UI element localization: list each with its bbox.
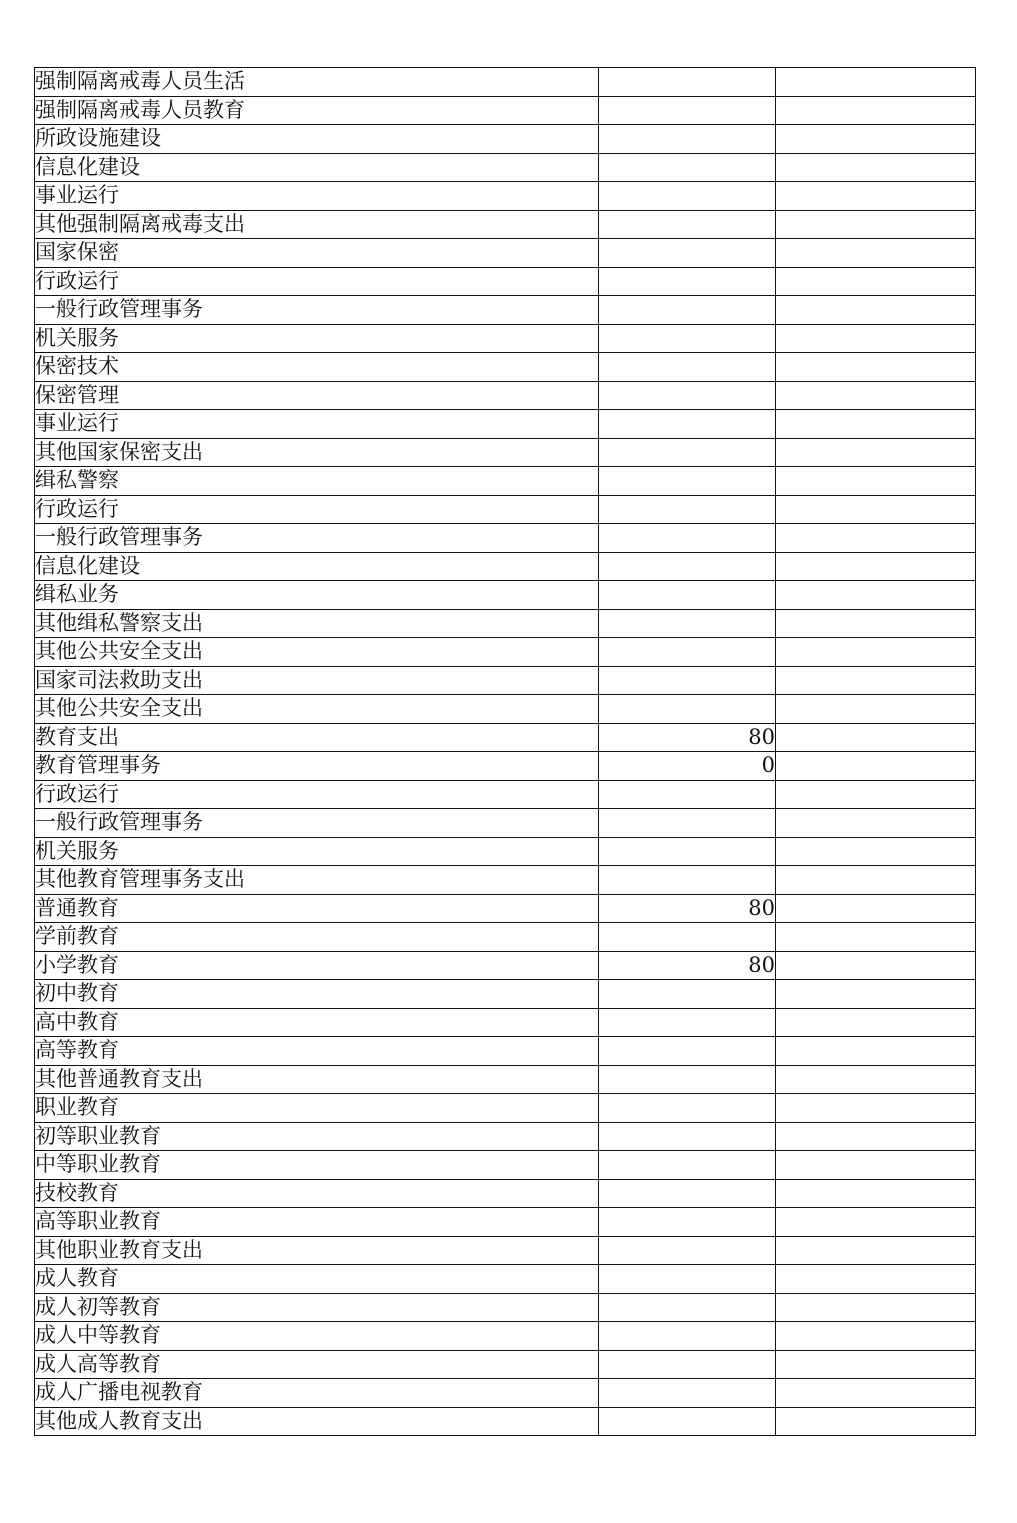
table-row [35, 866, 976, 895]
amount-cell [599, 1208, 776, 1237]
blank-cell [776, 1037, 976, 1066]
table-row [35, 638, 976, 667]
amount-cell [599, 1407, 776, 1436]
amount-cell [599, 980, 776, 1009]
blank-cell [776, 1379, 976, 1408]
table-row [35, 381, 976, 410]
table-row [35, 1037, 976, 1066]
amount-cell [599, 866, 776, 895]
table-row [35, 210, 976, 239]
table-row [35, 837, 976, 866]
item-name-cell: 其他普通教育支出 [35, 1065, 599, 1094]
table-row [35, 894, 976, 923]
amount-cell [599, 324, 776, 353]
blank-cell [776, 438, 976, 467]
item-name-cell: 中等职业教育 [35, 1151, 599, 1180]
item-name-cell: 缉私业务 [35, 581, 599, 610]
item-name-cell: 成人广播电视教育 [35, 1379, 599, 1408]
blank-cell [776, 296, 976, 325]
amount-cell: 0 [599, 752, 776, 781]
amount-cell [599, 125, 776, 154]
blank-cell [776, 695, 976, 724]
table-row [35, 1293, 976, 1322]
item-name-cell: 小学教育 [35, 951, 599, 980]
item-name-cell: 强制隔离戒毒人员生活 [35, 68, 599, 97]
blank-cell [776, 467, 976, 496]
blank-cell [776, 666, 976, 695]
blank-cell [776, 125, 976, 154]
item-name-cell: 一般行政管理事务 [35, 809, 599, 838]
table-row [35, 1179, 976, 1208]
item-name-cell: 机关服务 [35, 837, 599, 866]
table-row [35, 96, 976, 125]
blank-cell [776, 410, 976, 439]
amount-cell [599, 638, 776, 667]
amount-cell [599, 1065, 776, 1094]
amount-cell [599, 1379, 776, 1408]
blank-cell [776, 809, 976, 838]
amount-cell: 80 [599, 951, 776, 980]
table-row [35, 923, 976, 952]
blank-cell [776, 1094, 976, 1123]
table-row [35, 980, 976, 1009]
item-name-cell: 成人高等教育 [35, 1350, 599, 1379]
table-row [35, 780, 976, 809]
item-name-cell: 其他公共安全支出 [35, 695, 599, 724]
amount-cell [599, 1037, 776, 1066]
blank-cell [776, 96, 976, 125]
blank-cell [776, 1236, 976, 1265]
table-row [35, 153, 976, 182]
amount-cell [599, 1122, 776, 1151]
item-name-cell: 行政运行 [35, 495, 599, 524]
item-name-cell: 保密技术 [35, 353, 599, 382]
table-row [35, 524, 976, 553]
item-name-cell: 教育支出 [35, 723, 599, 752]
table-row [35, 1236, 976, 1265]
item-name-cell: 信息化建设 [35, 552, 599, 581]
blank-cell [776, 239, 976, 268]
amount-cell [599, 467, 776, 496]
blank-cell [776, 1407, 976, 1436]
table-row [35, 182, 976, 211]
amount-cell [599, 666, 776, 695]
item-name-cell: 其他公共安全支出 [35, 638, 599, 667]
table-row [35, 951, 976, 980]
amount-cell [599, 923, 776, 952]
blank-cell [776, 1151, 976, 1180]
item-name-cell: 其他职业教育支出 [35, 1236, 599, 1265]
amount-cell [599, 609, 776, 638]
amount-cell [599, 410, 776, 439]
blank-cell [776, 153, 976, 182]
blank-cell [776, 324, 976, 353]
item-name-cell: 强制隔离戒毒人员教育 [35, 96, 599, 125]
item-name-cell: 高中教育 [35, 1008, 599, 1037]
blank-cell [776, 752, 976, 781]
item-name-cell: 成人初等教育 [35, 1293, 599, 1322]
table-row [35, 695, 976, 724]
item-name-cell: 缉私警察 [35, 467, 599, 496]
amount-cell [599, 1350, 776, 1379]
table-row [35, 609, 976, 638]
blank-cell [776, 638, 976, 667]
item-name-cell: 其他教育管理事务支出 [35, 866, 599, 895]
item-name-cell: 信息化建设 [35, 153, 599, 182]
blank-cell [776, 1179, 976, 1208]
item-name-cell: 国家保密 [35, 239, 599, 268]
amount-cell [599, 524, 776, 553]
amount-cell [599, 695, 776, 724]
amount-cell [599, 780, 776, 809]
blank-cell [776, 980, 976, 1009]
blank-cell [776, 1008, 976, 1037]
table-row [35, 125, 976, 154]
item-name-cell: 其他成人教育支出 [35, 1407, 599, 1436]
blank-cell [776, 495, 976, 524]
table-row [35, 68, 976, 97]
item-name-cell: 成人中等教育 [35, 1322, 599, 1351]
amount-cell [599, 1265, 776, 1294]
blank-cell [776, 609, 976, 638]
amount-cell [599, 239, 776, 268]
table-row [35, 723, 976, 752]
table-row [35, 467, 976, 496]
amount-cell [599, 1236, 776, 1265]
item-name-cell: 初等职业教育 [35, 1122, 599, 1151]
item-name-cell: 职业教育 [35, 1094, 599, 1123]
table-row [35, 552, 976, 581]
blank-cell [776, 1293, 976, 1322]
blank-cell [776, 780, 976, 809]
amount-cell [599, 1008, 776, 1037]
amount-cell: 80 [599, 723, 776, 752]
table-row [35, 495, 976, 524]
item-name-cell: 初中教育 [35, 980, 599, 1009]
item-name-cell: 所政设施建设 [35, 125, 599, 154]
amount-cell [599, 96, 776, 125]
table-row [35, 1265, 976, 1294]
item-name-cell: 其他缉私警察支出 [35, 609, 599, 638]
blank-cell [776, 267, 976, 296]
table-row [35, 1379, 976, 1408]
blank-cell [776, 837, 976, 866]
amount-cell [599, 1151, 776, 1180]
blank-cell [776, 353, 976, 382]
blank-cell [776, 894, 976, 923]
amount-cell [599, 1179, 776, 1208]
table-row [35, 1122, 976, 1151]
table-row [35, 666, 976, 695]
item-name-cell: 保密管理 [35, 381, 599, 410]
amount-cell [599, 153, 776, 182]
amount-cell [599, 267, 776, 296]
table-row [35, 296, 976, 325]
item-name-cell: 成人教育 [35, 1265, 599, 1294]
blank-cell [776, 1208, 976, 1237]
table-row [35, 267, 976, 296]
blank-cell [776, 923, 976, 952]
amount-cell [599, 1322, 776, 1351]
blank-cell [776, 381, 976, 410]
budget-table [34, 67, 976, 1436]
item-name-cell: 教育管理事务 [35, 752, 599, 781]
amount-cell [599, 210, 776, 239]
table-row [35, 1350, 976, 1379]
table-row [35, 809, 976, 838]
amount-cell [599, 1293, 776, 1322]
item-name-cell: 事业运行 [35, 182, 599, 211]
item-name-cell: 高等教育 [35, 1037, 599, 1066]
amount-cell [599, 438, 776, 467]
item-name-cell: 普通教育 [35, 894, 599, 923]
blank-cell [776, 1065, 976, 1094]
blank-cell [776, 210, 976, 239]
amount-cell [599, 495, 776, 524]
amount-cell [599, 581, 776, 610]
item-name-cell: 行政运行 [35, 780, 599, 809]
amount-cell [599, 837, 776, 866]
amount-cell [599, 353, 776, 382]
item-name-cell: 行政运行 [35, 267, 599, 296]
table-row [35, 752, 976, 781]
item-name-cell: 其他国家保密支出 [35, 438, 599, 467]
table-row [35, 1322, 976, 1351]
table-row [35, 353, 976, 382]
item-name-cell: 国家司法救助支出 [35, 666, 599, 695]
blank-cell [776, 951, 976, 980]
item-name-cell: 学前教育 [35, 923, 599, 952]
amount-cell [599, 809, 776, 838]
amount-cell [599, 381, 776, 410]
table-row [35, 1407, 976, 1436]
table-row [35, 581, 976, 610]
blank-cell [776, 1350, 976, 1379]
blank-cell [776, 552, 976, 581]
table-row [35, 1094, 976, 1123]
amount-cell: 80 [599, 894, 776, 923]
blank-cell [776, 1265, 976, 1294]
table-row [35, 410, 976, 439]
blank-cell [776, 182, 976, 211]
amount-cell [599, 68, 776, 97]
blank-cell [776, 1122, 976, 1151]
table-row [35, 1065, 976, 1094]
blank-cell [776, 68, 976, 97]
table-row [35, 1208, 976, 1237]
table-row [35, 1008, 976, 1037]
item-name-cell: 机关服务 [35, 324, 599, 353]
item-name-cell: 一般行政管理事务 [35, 524, 599, 553]
item-name-cell: 其他强制隔离戒毒支出 [35, 210, 599, 239]
blank-cell [776, 866, 976, 895]
blank-cell [776, 581, 976, 610]
amount-cell [599, 182, 776, 211]
item-name-cell: 事业运行 [35, 410, 599, 439]
table-row [35, 239, 976, 268]
amount-cell [599, 296, 776, 325]
blank-cell [776, 1322, 976, 1351]
table-row [35, 1151, 976, 1180]
item-name-cell: 一般行政管理事务 [35, 296, 599, 325]
amount-cell [599, 552, 776, 581]
table-row [35, 324, 976, 353]
item-name-cell: 高等职业教育 [35, 1208, 599, 1237]
table-row [35, 438, 976, 467]
budget-table-body [35, 68, 976, 1436]
amount-cell [599, 1094, 776, 1123]
blank-cell [776, 723, 976, 752]
item-name-cell: 技校教育 [35, 1179, 599, 1208]
blank-cell [776, 524, 976, 553]
